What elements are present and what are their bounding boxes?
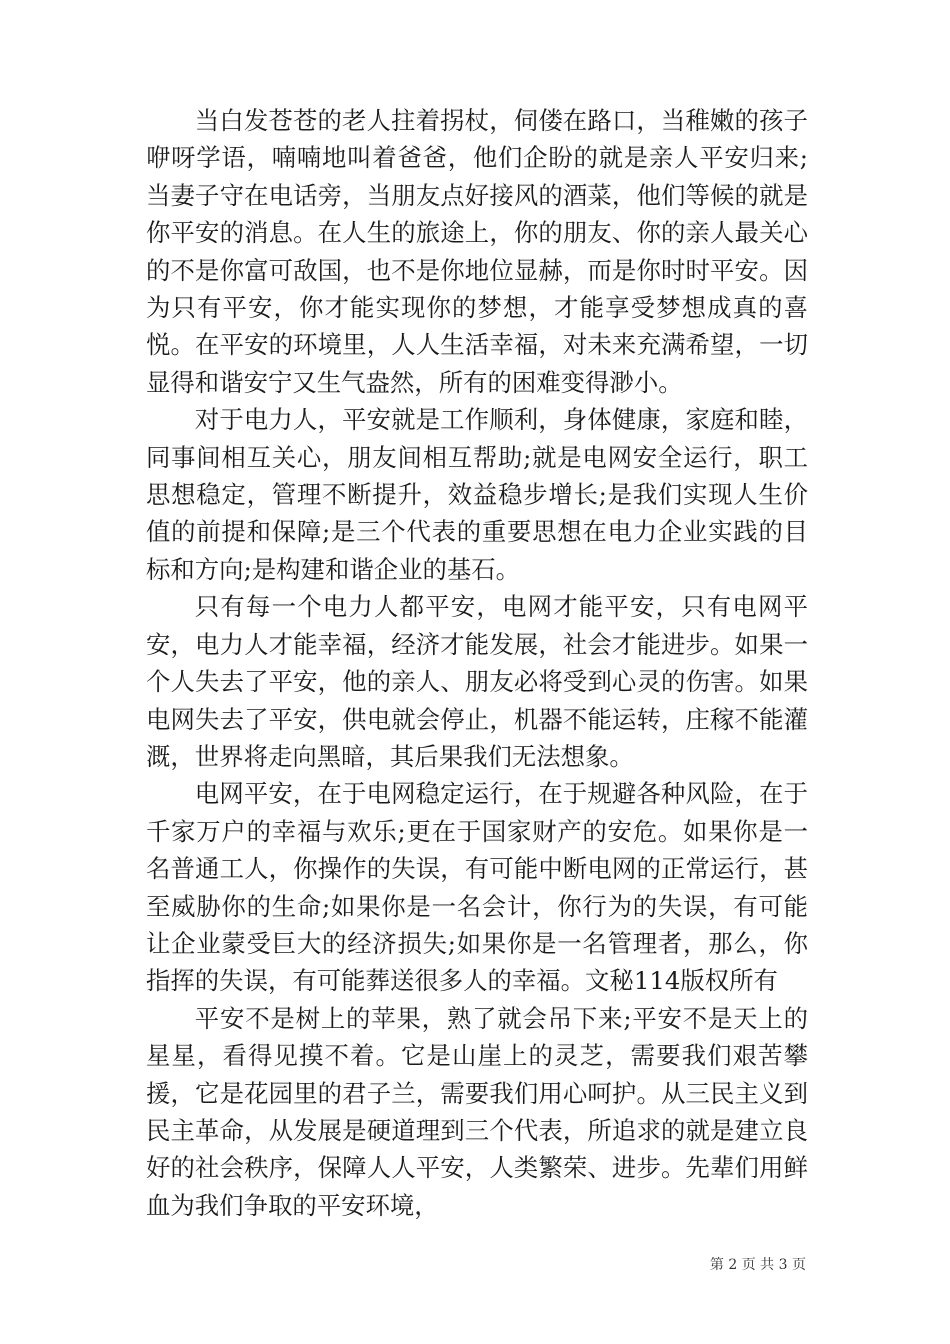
paragraph-5: 平安不是树上的苹果，熟了就会吊下来;平安不是天上的星星，看得见摸不着。它是山崖上的灵芝，需要我们艰苦攀援，它是花园里的君子兰，需要我们用心呵护。从三民主义到民主革命，从发展是硬道理到三个代表，所追求的就是建立良好的社会秩序，保障人人平安，人类繁荣、进步。先辈们用鲜血为我们争取的平安环境， (146, 1003, 808, 1220)
paragraph-4: 电网平安，在于电网稳定运行，在于规避各种风险，在于千家万户的幸福与欢乐;更在于国家财产的安危。如果你是一名普通工人，你操作的失误，有可能中断电网的正常运行，甚至威胁你的生命;如果你是一名会计，你行为的失误，有可能让企业蒙受巨大的经济损失;如果你是一名管理者，那么，你指挥的失误，有可能葬送很多人的幸福。文秘114版权所有 (146, 779, 808, 996)
paragraph-3: 只有每一个电力人都平安，电网才能平安，只有电网平安，电力人才能幸福，经济才能发展，社会才能进步。如果一个人失去了平安，他的亲人、朋友必将受到心灵的伤害。如果电网失去了平安，供电就会停止，机器不能运转，庄稼不能灌溉，世界将走向黑暗，其后果我们无法想象。 (146, 592, 808, 771)
paragraph-1: 当白发苍苍的老人拄着拐杖，伺偻在路口，当稚嫩的孩子咿呀学语，喃喃地叫着爸爸，他们企盼的就是亲人平安归来;当妻子守在电话旁，当朋友点好接风的酒菜，他们等候的就是你平安的消息。在人生的旅途上，你的朋友、你的亲人最关心的不是你富可敌国，也不是你地位显赫，而是你时时平安。因为只有平安，你才能实现你的梦想，才能享受梦想成真的喜悦。在平安的环境里，人人生活幸福，对未来充满希望，一切显得和谐安宁又生气盎然，所有的困难变得渺小。 (146, 106, 808, 397)
paragraph-2: 对于电力人，平安就是工作顺利，身体健康，家庭和睦，同事间相互关心，朋友间相互帮助;就是电网安全运行，职工思想稳定，管理不断提升，效益稳步增长;是我们实现人生价值的前提和保障;是三个代表的重要思想在电力企业实践的目标和方向;是构建和谐企业的基石。 (146, 405, 808, 584)
document-body (146, 102, 808, 1224)
page-number-footer: 第 2 页 共 3 页 (709, 1257, 806, 1273)
